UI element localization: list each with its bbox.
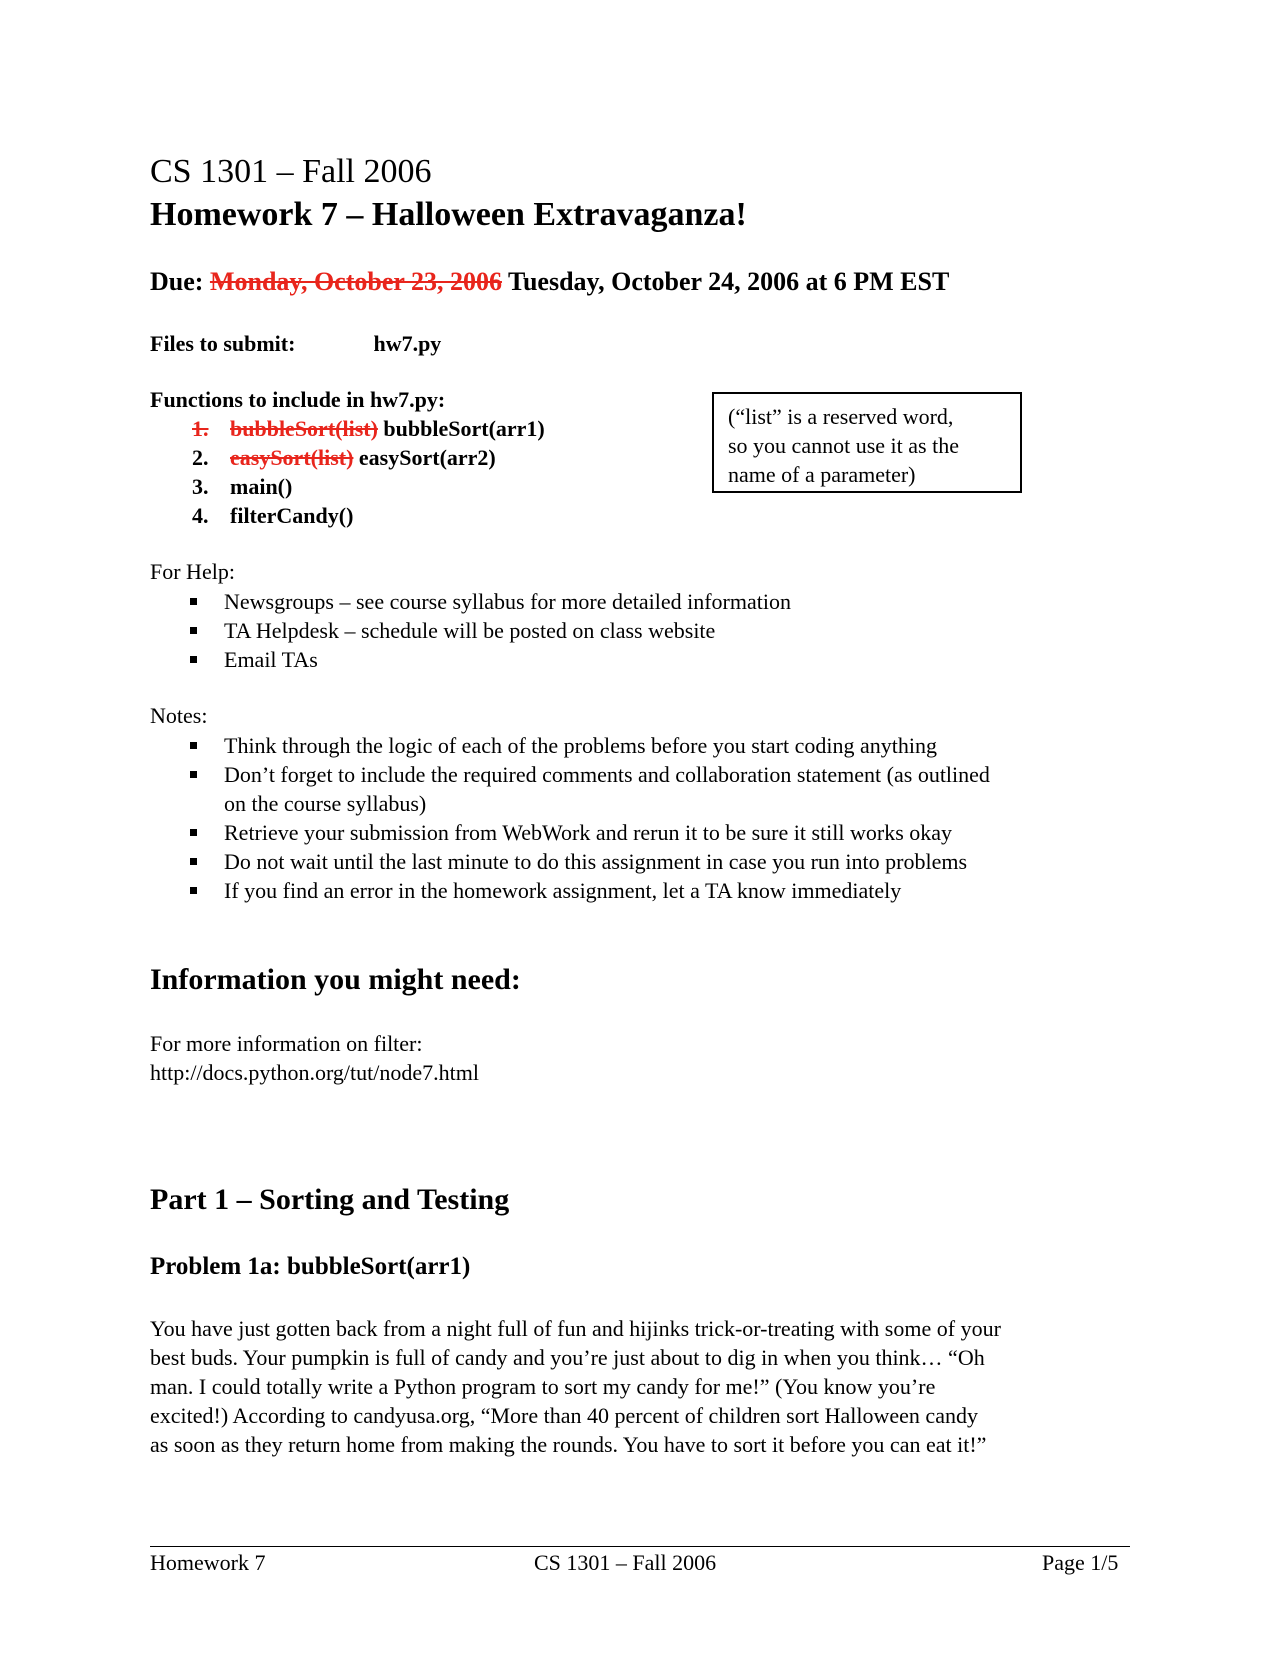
- paragraph-line: man. I could totally write a Python program to sort my candy for me!” (You know you’re: [150, 1374, 936, 1399]
- footer-page-number: Page 1/5: [1042, 1550, 1119, 1575]
- footer-divider: [150, 1546, 1130, 1547]
- footer-left: Homework 7: [150, 1550, 266, 1575]
- part-1-heading: Part 1 – Sorting and Testing: [150, 1183, 510, 1216]
- function-number: 4.: [192, 503, 209, 528]
- paragraph-line: excited!) According to candyusa.org, “More than 40 percent of children sort Halloween candy: [150, 1403, 978, 1428]
- bullet-square-icon: [190, 829, 197, 836]
- list-item: TA Helpdesk – schedule will be posted on class website: [188, 616, 791, 645]
- list-item: Think through the logic of each of the problems before you start coding anything: [188, 731, 990, 760]
- functions-list: [192, 414, 545, 530]
- help-heading: For Help:: [150, 559, 235, 584]
- function-number: 2.: [192, 445, 209, 470]
- notes-heading: Notes:: [150, 703, 208, 728]
- due-label: Due:: [150, 267, 204, 296]
- list-item: Don’t forget to include the required comments and collaboration statement (as outlined on the course syllabus): [188, 760, 990, 818]
- note-line: name of a parameter): [728, 462, 916, 487]
- problem-1a-heading: Problem 1a: bubbleSort(arr1): [150, 1253, 471, 1280]
- notes-list: [188, 731, 990, 905]
- note-line: (“list” is a reserved word,: [728, 404, 954, 429]
- list-item: Newsgroups – see course syllabus for more detailed information: [188, 587, 791, 616]
- function-number: 3.: [192, 474, 209, 499]
- bullet-square-icon: [190, 598, 197, 605]
- list-item: Retrieve your submission from WebWork and rerun it to be sure it still works okay: [188, 818, 990, 847]
- new-function-name: bubbleSort(arr1): [383, 416, 545, 441]
- homework-title: Homework 7 – Halloween Extravaganza!: [150, 196, 747, 233]
- bullet-square-icon: [190, 858, 197, 865]
- paragraph-line: You have just gotten back from a night full of fun and hijinks trick-or-treating with some of your: [150, 1316, 1001, 1341]
- list-item: Email TAs: [188, 645, 791, 674]
- paragraph-line: best buds. Your pumpkin is full of candy and you’re just about to dig in when you think… “Oh: [150, 1345, 985, 1370]
- help-list: [188, 587, 791, 674]
- info-text: For more information on filter:: [150, 1031, 423, 1056]
- note-line: so you cannot use it as the: [728, 433, 959, 458]
- bullet-square-icon: [190, 887, 197, 894]
- paragraph-line: as soon as they return home from making the rounds. You have to sort it before you can eat it!”: [150, 1432, 987, 1457]
- problem-1a-paragraph: [150, 1314, 1001, 1459]
- bullet-square-icon: [190, 656, 197, 663]
- function-number: 1.: [192, 416, 209, 441]
- old-due-date: Monday, October 23, 2006: [209, 267, 502, 296]
- function-item: [192, 414, 545, 443]
- files-label: Files to submit:: [150, 331, 296, 356]
- function-item: [192, 443, 545, 472]
- old-function-name: easySort(list): [230, 445, 354, 470]
- bullet-square-icon: [190, 627, 197, 634]
- reserved-word-note-box: [712, 392, 1022, 493]
- bullet-square-icon: [190, 771, 197, 778]
- old-function-name: bubbleSort(list): [230, 416, 378, 441]
- new-function-name: easySort(arr2): [358, 445, 496, 470]
- footer-center: CS 1301 – Fall 2006: [534, 1550, 717, 1575]
- bullet-square-icon: [190, 742, 197, 749]
- new-function-name: filterCandy(): [230, 503, 354, 528]
- new-due-date: Tuesday, October 24, 2006 at 6 PM EST: [508, 267, 950, 296]
- new-function-name: main(): [230, 474, 293, 499]
- list-item: Do not wait until the last minute to do this assignment in case you run into problems: [188, 847, 990, 876]
- function-item: [192, 501, 545, 530]
- files-to-submit: [150, 330, 441, 358]
- list-item: If you find an error in the homework assignment, let a TA know immediately: [188, 876, 990, 905]
- course-title: CS 1301 – Fall 2006: [150, 153, 432, 190]
- function-item: [192, 472, 545, 501]
- due-date-line: [150, 266, 949, 298]
- functions-heading: Functions to include in hw7.py:: [150, 387, 446, 412]
- info-heading: Information you might need:: [150, 963, 521, 996]
- files-value: hw7.py: [373, 331, 442, 356]
- filter-docs-link[interactable]: http://docs.python.org/tut/node7.html: [150, 1060, 479, 1085]
